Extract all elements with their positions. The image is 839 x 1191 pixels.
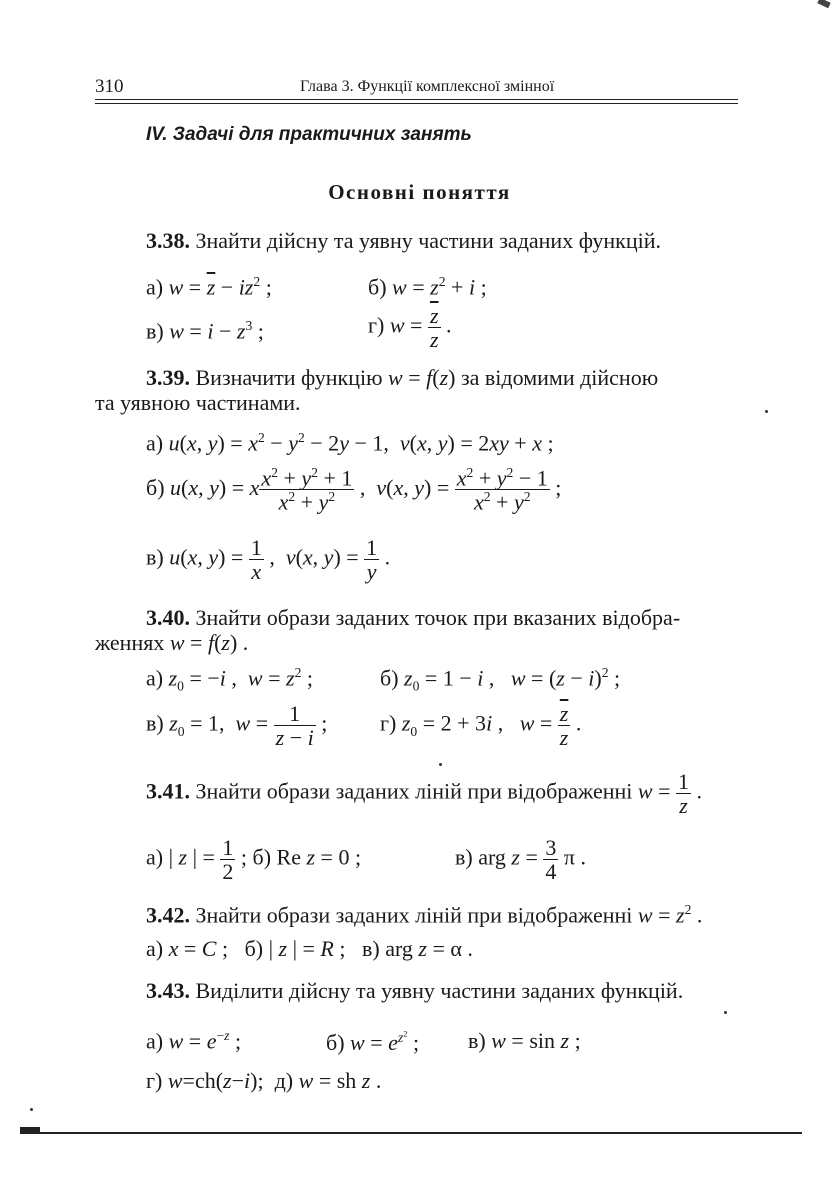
running-title: Глава 3. Функції комплексної змінної [300, 78, 555, 95]
formula-3-42: а) x = C ; б) | z | = R ; в) arg z = α . [146, 936, 473, 961]
formula-3-40-a: а) $z_0 = -i$ , $w = z^2$ ; [146, 665, 314, 694]
formula-3-38-v: в) $w = i - z^3$ ; [146, 318, 264, 344]
problem-3-39-text-cont: та уявною частинами. [95, 390, 301, 415]
formula-3-41-v: в) arg z = $\frac{3}{4}$ π . [455, 835, 587, 885]
formula-3-38-g: г) w = $\frac{\overline{z}}{z}$ . [368, 303, 452, 353]
scan-speck [724, 1011, 727, 1014]
formula-3-39-v: в) u(x, y) = $\frac{1}{x}$ , v(x, y) = $\frac{1}{y}$ . [146, 535, 391, 585]
problem-3-43-text: 3.43. Виділити дійсну та уявну частини заданих функцій. [146, 978, 684, 1003]
scan-speck [30, 1108, 33, 1111]
problem-3-40-text: 3.40. Знайти образи заданих точок при вказаних відобра- [146, 605, 681, 630]
scan-speck [765, 410, 768, 413]
problem-3-40-text-cont: женнях w = f(z) . [95, 630, 249, 655]
corner-mark [817, 0, 830, 8]
page-number: 310 [95, 76, 124, 97]
formula-3-43-g: г) w=ch(z−i); д) w = sh z . [146, 1068, 382, 1093]
problem-3-39-text: 3.39. Визначити функцію w = f(z) за відомими дійсною [146, 365, 659, 390]
formula-3-43-a: а) $w = e^{-z}$ ; [146, 1028, 242, 1054]
problem-number: 3.38. [146, 228, 190, 253]
formula-3-39-b: б) u(x, y) = x $\frac{x^2 + y^2 + 1}{x^2 + y^2}$ , v(x, y) = $\frac{x^2 + y^2 - 1}{x^2 + y^2}$ ; [146, 465, 562, 515]
problem-3-42-text: 3.42. Знайти образи заданих ліній при відображенні $w = z^2$ . [146, 902, 703, 928]
formula-3-40-g: г) $z_0 = 2 + 3i$ , w = $\frac{\overline{z}}{z}$ . [380, 701, 582, 751]
section-subtitle: Основні поняття [328, 180, 511, 204]
problem-statement: Знайти дійсну та уявну частини заданих функцій. [190, 228, 662, 253]
formula-3-43-b: б) $w = e^{z^2}$ ; [326, 1028, 420, 1055]
formula-3-38-a: а) $w = \overline{z} - iz^2$ ; [146, 274, 272, 300]
formula-3-40-v: в) $z_0 = 1$, w = $\frac{1}{z - i}$ ; [146, 701, 328, 751]
formula-3-38-b: б) $w = z^2 + i$ ; [368, 274, 487, 300]
header-rule [95, 99, 738, 100]
section-title: IV. Задачі для практичних занять [146, 124, 472, 145]
problem-3-38-text [146, 228, 661, 254]
formula-3-39-a: а) u(x, $y) = x^2 - y^2 - 2y - 1$, v(x, y) = 2xy + x ; [146, 430, 554, 456]
header-rule-second [95, 103, 738, 104]
scan-speck [439, 763, 442, 766]
problem-3-41-text: 3.41. Знайти образи заданих ліній при відображенні w = $\frac{1}{z}$ . [146, 769, 702, 819]
formula-3-41: а) | z | = $\frac{1}{2}$ ; б) Re z = 0 ; [146, 835, 362, 885]
formula-3-43-v: в) w = sin z ; [468, 1028, 581, 1053]
bottom-rule [20, 1132, 802, 1134]
formula-3-40-b: б) $z_0 = 1 - i$ , $w = (z - i)^2$ ; [380, 665, 621, 694]
